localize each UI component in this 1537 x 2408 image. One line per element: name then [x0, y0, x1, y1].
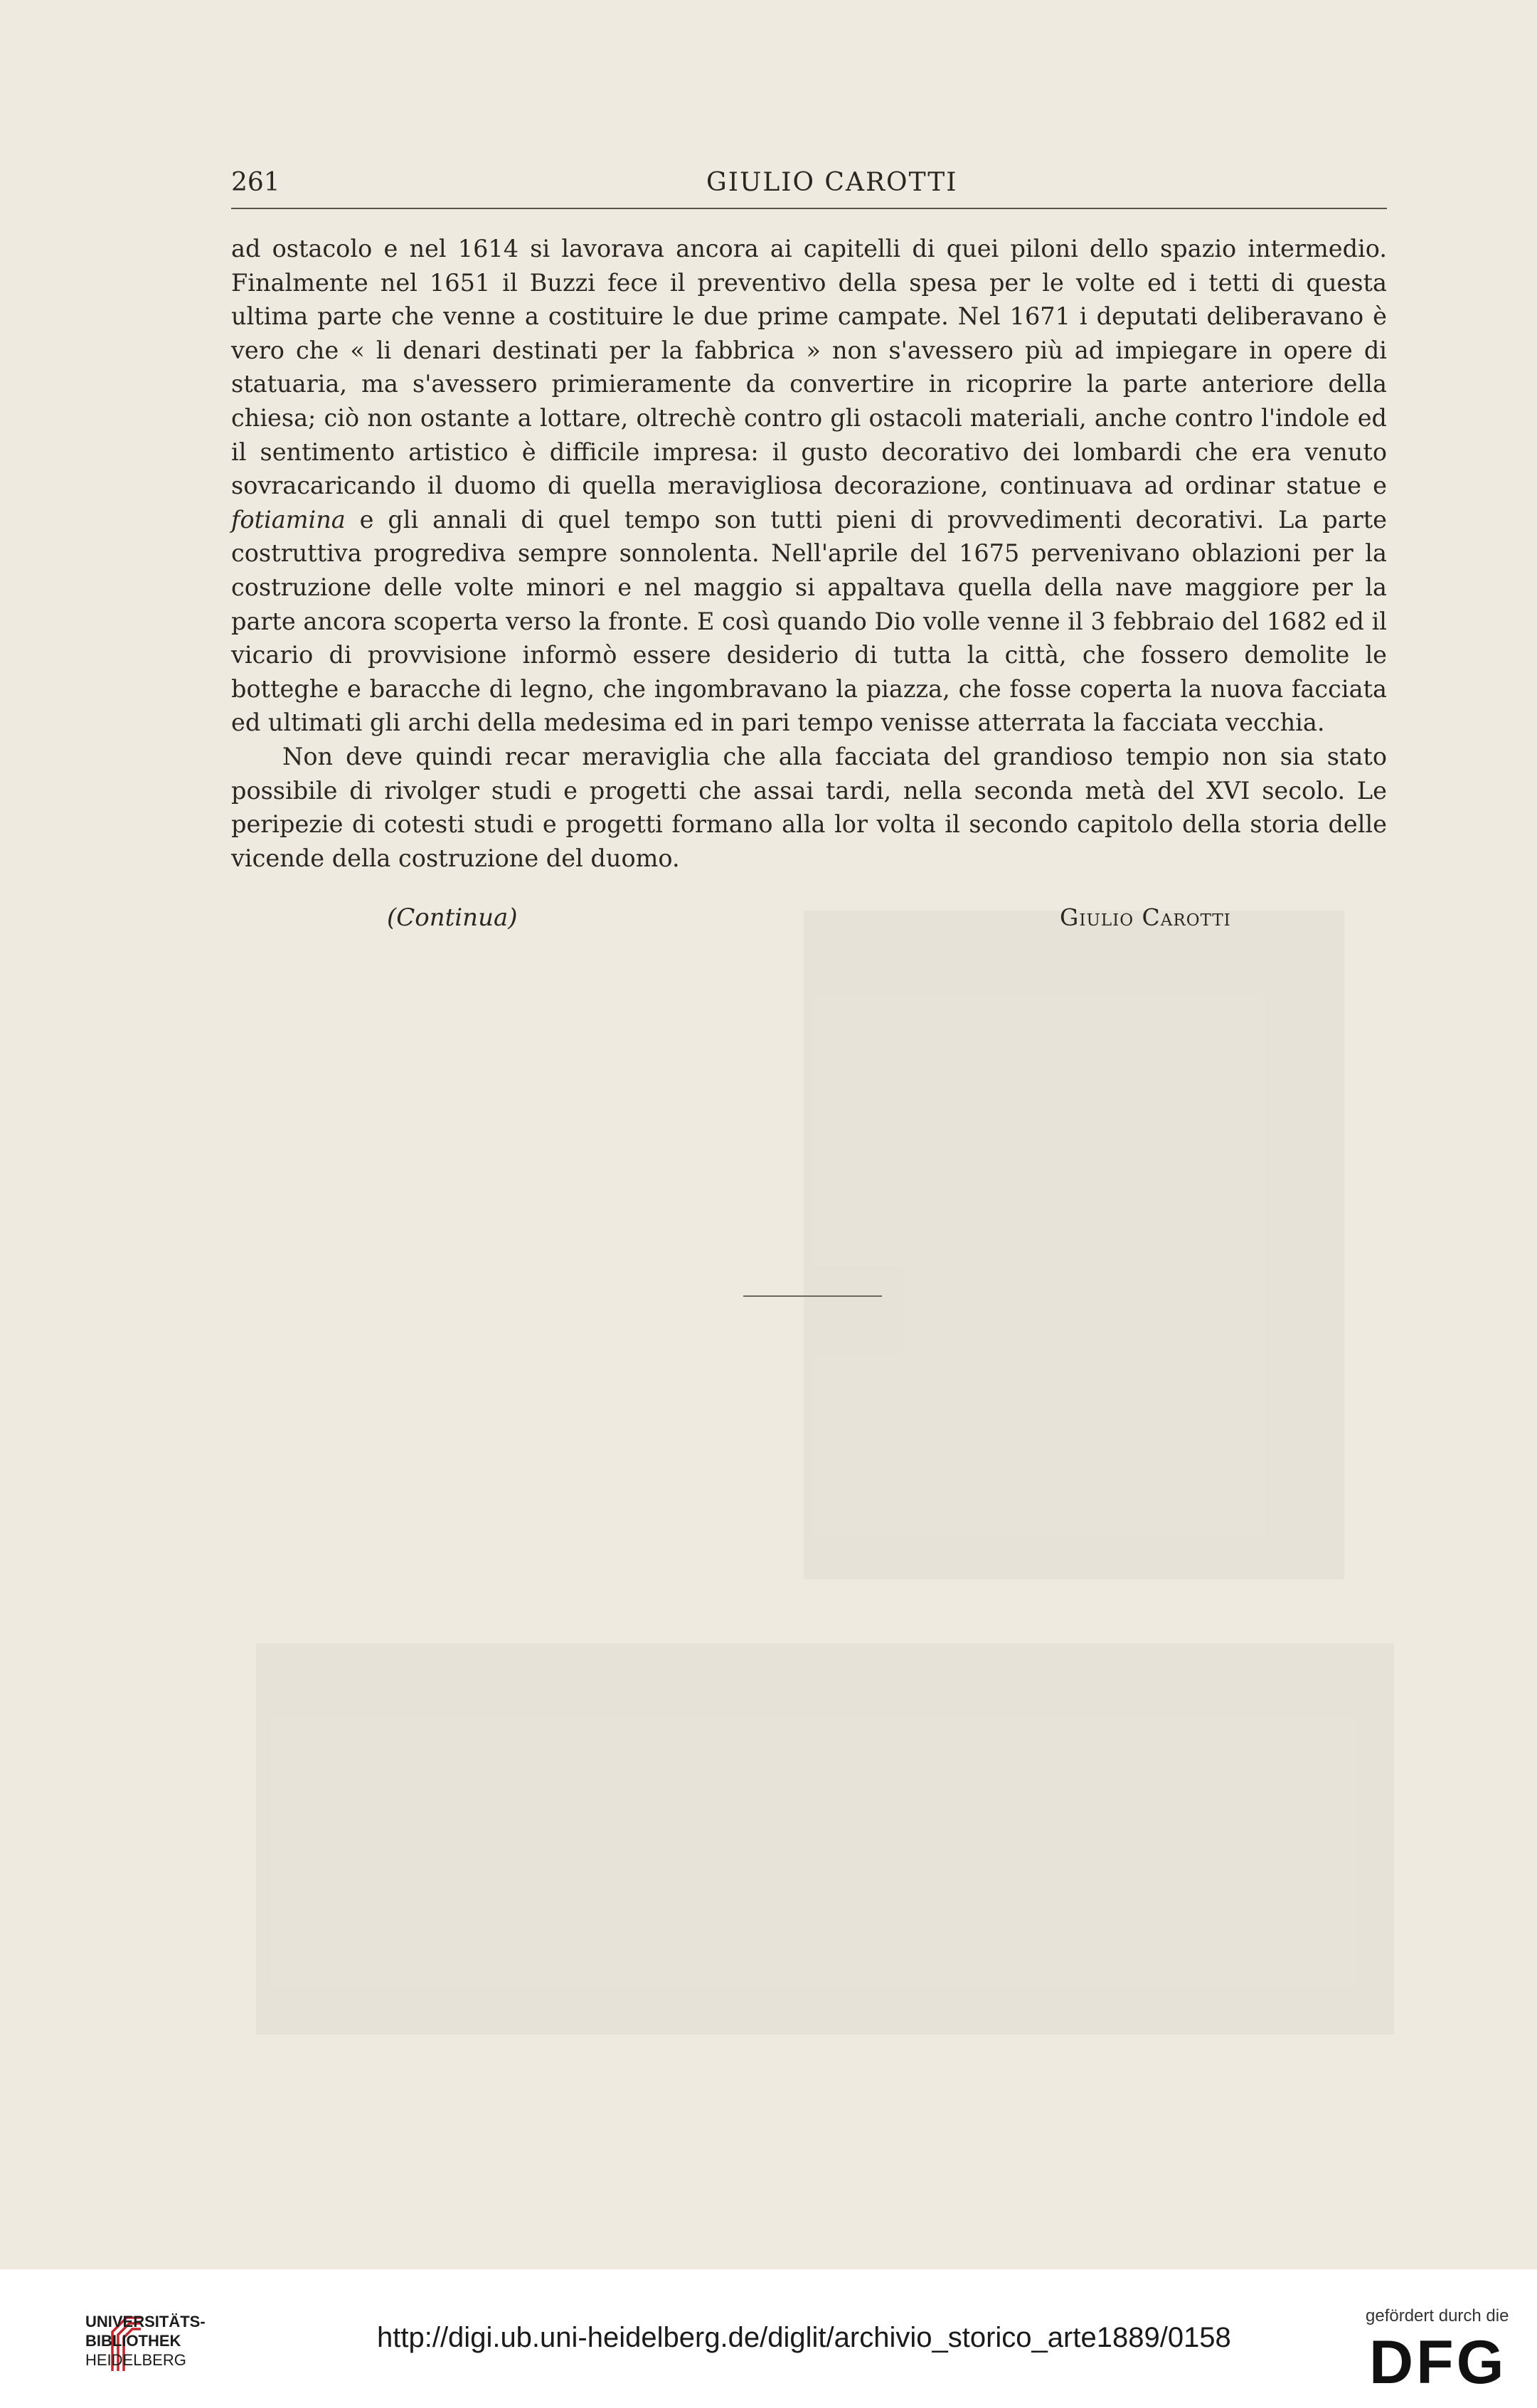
page-number: 261 — [231, 168, 280, 197]
running-head: GIULIO CAROTTI — [706, 168, 958, 197]
digitization-footer — [0, 2269, 1537, 2408]
paragraph-1: ad ostacolo e nel 1614 si lavorava ancora ai capitelli di quei piloni dello spazio intermedio. Finalmente nel 1651 il Buzzi fece il preventivo della spesa per le volte ed i tetti di questa ultima parte che venne a costituire le due prime campate. Nel 1671 i deputati deliberavano è vero che « li denari destinati per la fabbrica » non s'avessero più ad impiegare in opere di statuaria, ma s'avessero primieramente da convertire in ricoprire la parte anteriore della chiesa; ciò non ostante a lottare, oltrechè contro gli ostacoli materiali, anche contro l'indole ed il sentimento artistico è difficile impresa: il gusto decorativo dei lombardi che era venuto sovracaricando il duomo di quella meravigliosa decorazione, continuava ad ordinar statue e fotiamina e gli annali di quel tempo son tutti pieni di provvedimenti decorativi. La parte costruttiva progrediva sempre sonnolenta. Nell'aprile del 1675 pervenivano oblazioni per la costruzione delle volte minori e nel maggio si appaltava quella della nave maggiore per la parte ancora scoperta verso la fronte. E così quando Dio volle venne il 3 febbraio del 1682 ed il vicario di provvisione informò essere desiderio di tutta la città, che fossero demolite le botteghe e baracche di legno, che ingombravano la piazza, che fosse coperta la nuova facciata ed ultimati gli archi della medesima ed in pari tempo venisse atterrata la facciata vecchia. — [231, 235, 1387, 737]
continued-note: (Continua) — [387, 903, 518, 932]
header-rule — [231, 208, 1387, 209]
article-body — [231, 232, 1387, 875]
dfg-logo: DFG — [1369, 2328, 1507, 2397]
funding-caption: gefördert durch die — [1366, 2306, 1509, 2325]
source-url[interactable]: http://digi.ub.uni-heidelberg.de/diglit/archivio_storico_arte1889/0158 — [377, 2322, 1231, 2353]
paragraph-2: Non deve quindi recar meraviglia che alla facciata del grandioso tempio non sia stato possibile di rivolger studi e progetti che assai tardi, nella seconda metà del XVI secolo. Le peripezie di cotesti studi e progetti formano alla lor volta il secondo capitolo della storia delle vicende della costruzione del duomo. — [231, 742, 1387, 872]
bleed-through-image — [804, 911, 1344, 1579]
author-signature: Giulio Carotti — [1060, 903, 1231, 931]
section-divider — [743, 1295, 882, 1297]
library-name: UNIVERSITÄTS- BIBLIOTHEK HEIDELBERG — [85, 2313, 206, 2369]
italic-word: fotiamina — [231, 505, 346, 534]
running-header — [231, 168, 1387, 211]
bleed-through-text — [256, 1643, 1394, 2035]
